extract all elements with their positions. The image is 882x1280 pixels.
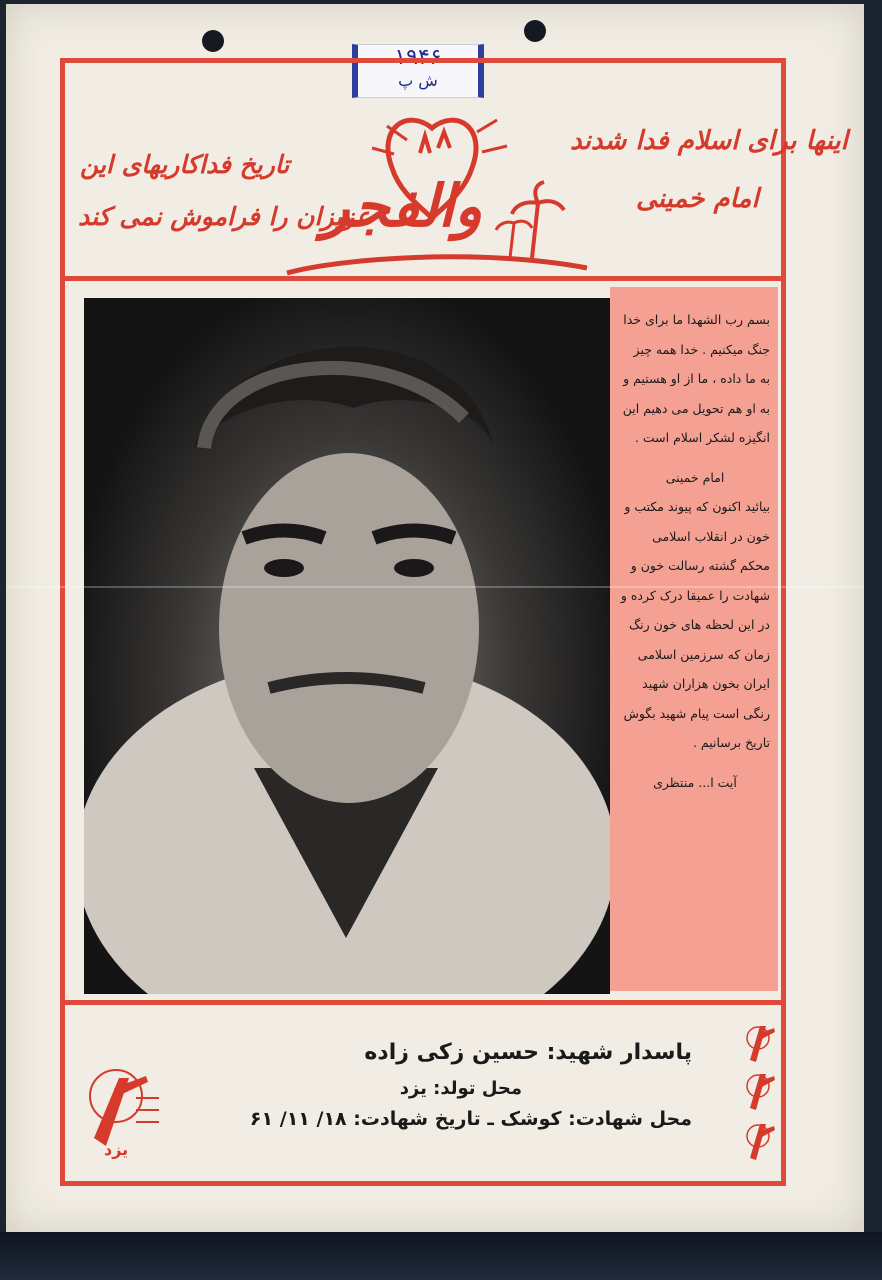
- quote-panel: [610, 287, 778, 991]
- quote-signature: آیت ا... منتظری: [653, 774, 737, 790]
- archive-code: ش پ: [398, 71, 438, 90]
- caption-divider: [60, 1000, 786, 1005]
- quote-paragraph-2: بیائید اکنون که پیوند مکتب و خون در انقلاب اسلامی محکم گشته رسالت خون و شهادت را عمیقا درک کرده و در این لحظه های خون رنگ زمان که سرزمین اسلامی ایران بخون هزاران شهید رنگی است پیام شهید بگوش تاریخ برسانیم .: [620, 499, 770, 750]
- birthplace: محل تولد: یزد: [399, 1078, 522, 1099]
- valfajr-logo-icon: [282, 108, 592, 280]
- paper-fold: [6, 586, 864, 588]
- martyr-portrait: [84, 298, 610, 994]
- header-left-line1: تاریخ فداکاریهای این: [80, 150, 290, 179]
- quote-title-imam: امام خمینی: [665, 469, 725, 485]
- binder-hole: [524, 20, 546, 42]
- scan-background-strip: [0, 1232, 882, 1280]
- martyrdom-details: محل شهادت: کوشک ـ تاریخ شهادت: ۱۸/ ۱۱/ ۶۱: [249, 1108, 692, 1130]
- martyr-name: پاسدار شهید: حسین زکی زاده: [364, 1040, 692, 1065]
- header-left-line2: عزیزان را فراموش نمی کند: [78, 202, 371, 231]
- emblem-city-label: یزد: [104, 1140, 129, 1159]
- archive-number: ۱۹۴۶: [394, 45, 442, 70]
- irgc-small-emblem-icon: [744, 1020, 778, 1068]
- logo-text: والفجر: [321, 172, 483, 240]
- irgc-small-emblem-icon: [744, 1118, 778, 1166]
- binder-hole: [202, 30, 224, 52]
- irgc-small-emblem-icon: [744, 1068, 778, 1116]
- header-right-line1: اینها برای اسلام فدا شدند: [570, 126, 848, 156]
- quote-paragraph-1: بسم رب الشهدا ما برای خدا جنگ میکنیم . خدا همه چیز به ما داده ، ما از او هستیم و به او هم تحویل می دهیم این انگیزه لشکر اسلام است .: [622, 312, 770, 445]
- header-right-line2: امام خمینی: [636, 184, 759, 214]
